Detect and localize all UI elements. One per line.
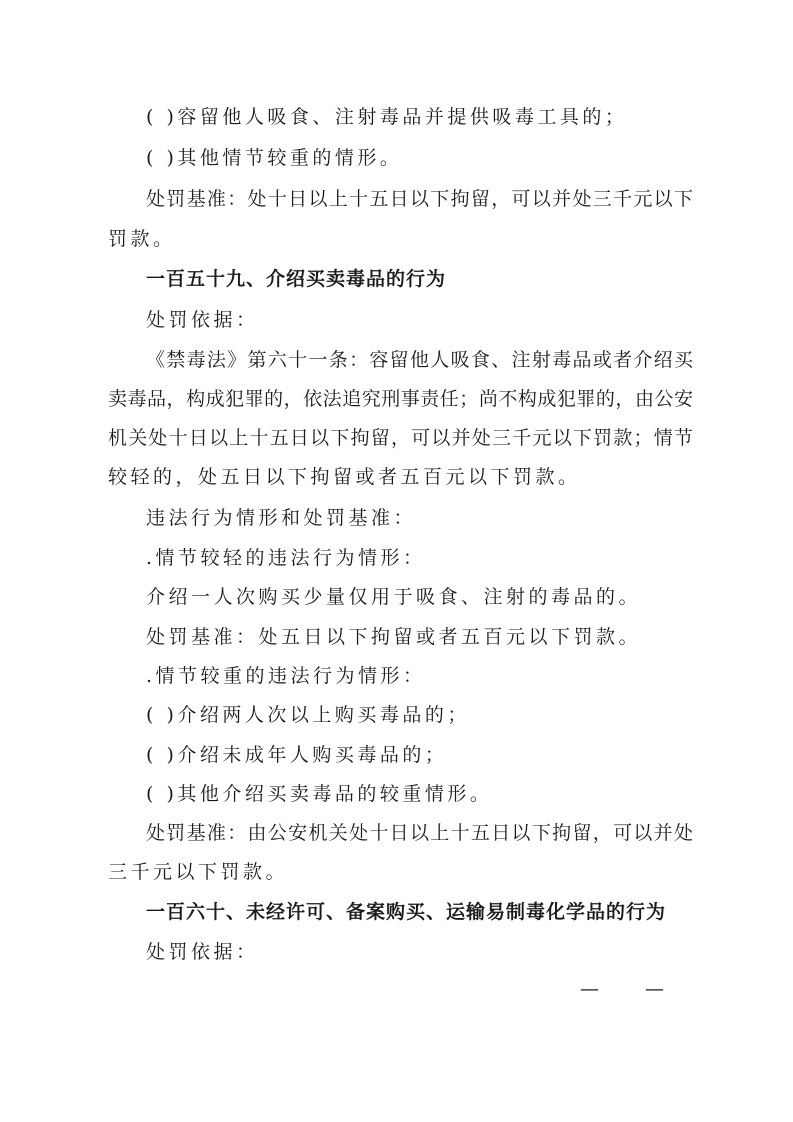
- text-line: 处罚基准：处十日以上十五日以下拘留，可以并处三千元以下: [146, 188, 693, 210]
- text-line: 卖毒品，构成犯罪的，依法追究刑事责任；尚不构成犯罪的，由公安: [108, 388, 693, 410]
- section-heading: 一百六十、未经许可、备案购买、运输易制毒化学品的行为: [146, 901, 667, 923]
- text-line: ( )介绍两人次以上购买毒品的；: [146, 704, 470, 726]
- text-line: 违法行为情形和处罚基准：: [146, 507, 417, 529]
- section-heading: 一百五十九、介绍买卖毒品的行为: [146, 268, 447, 290]
- text-line: 较轻的，处五日以下拘留或者五百元以下罚款。: [108, 466, 581, 488]
- text-line: 处罚基准：由公安机关处十日以上十五日以下拘留，可以并处: [146, 822, 693, 844]
- text-line: 三千元以下罚款。: [108, 861, 289, 883]
- text-line: 《禁毒法》第六十一条：容留他人吸食、注射毒品或者介绍买: [146, 349, 693, 371]
- text-line: 处罚依据：: [146, 941, 259, 963]
- text-line: ( )其他情节较重的情形。: [146, 147, 403, 169]
- page-number-dash-left: —: [580, 978, 599, 1000]
- text-line: 处罚基准：处五日以下拘留或者五百元以下罚款。: [146, 626, 642, 648]
- text-line: .情节较轻的违法行为情形：: [146, 547, 426, 569]
- text-line: 介绍一人次购买少量仅用于吸食、注射的毒品的。: [146, 586, 642, 608]
- text-line: 处罚依据：: [146, 309, 259, 331]
- text-line: 机关处十日以上十五日以下拘留，可以并处三千元以下罚款；情节: [108, 427, 693, 449]
- text-line: ( )介绍未成年人购买毒品的；: [146, 744, 448, 766]
- text-line: ( )其他介绍买卖毒品的较重情形。: [146, 783, 493, 805]
- page-number-dash-right: —: [645, 978, 664, 1000]
- text-line: 罚款。: [108, 228, 176, 250]
- text-line: .情节较重的违法行为情形：: [146, 665, 426, 687]
- text-line: ( )容留他人吸食、注射毒品并提供吸毒工具的；: [146, 106, 628, 128]
